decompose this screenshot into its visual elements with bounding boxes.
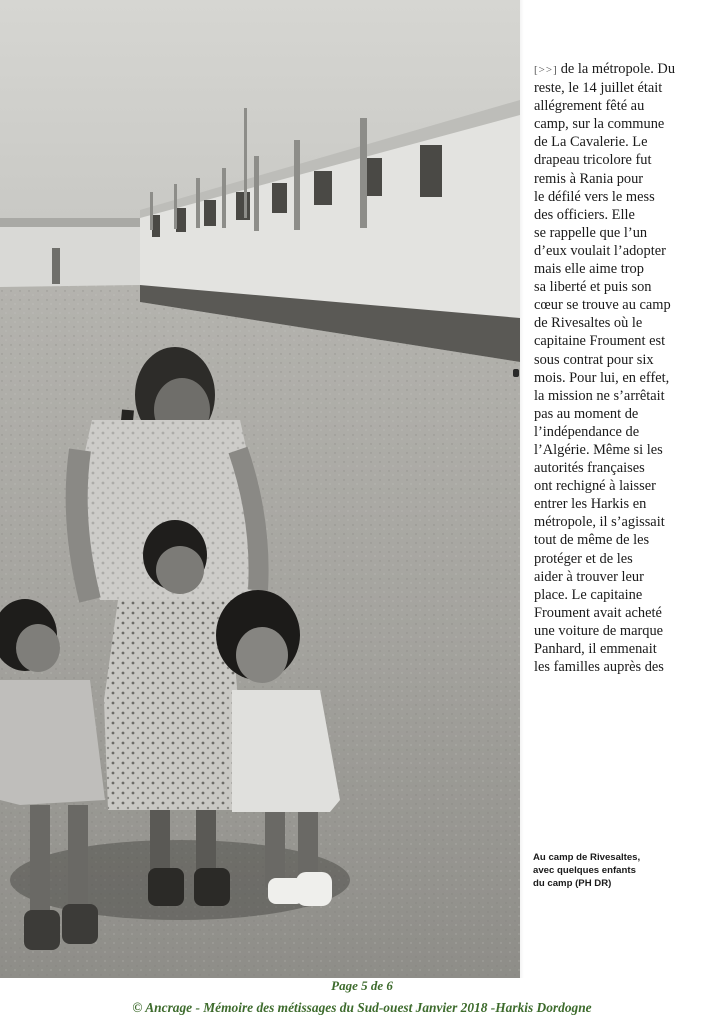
article-text <box>534 60 714 676</box>
body-line: protéger et de les <box>534 550 633 567</box>
body-line: pas au moment de <box>534 405 639 422</box>
caption-line: du camp (PH DR) <box>533 878 612 889</box>
photo-edge-mark <box>513 369 519 377</box>
body-line: aider à trouver leur <box>534 568 644 585</box>
body-line: le défilé vers le mess <box>534 188 655 205</box>
body-line: allégrement fêté au <box>534 98 645 115</box>
body-line: l’indépendance de <box>534 423 640 440</box>
body-line: tout de même de les <box>534 532 650 549</box>
body-line: reste, le 14 juillet était <box>534 80 663 97</box>
body-line-text: de la métropole. Du <box>560 61 676 77</box>
body-line <box>534 60 714 79</box>
body-line: de Rivesaltes où le <box>534 315 643 332</box>
body-line: autorités françaises <box>534 460 645 477</box>
body-line: capitaine Froument est <box>534 333 666 350</box>
body-line: Panhard, il emmenait <box>534 641 657 657</box>
body-line: ont rechigné à laisser <box>534 478 656 495</box>
body-line: la mission ne s’arrêtait <box>534 387 665 404</box>
body-line: l’Algérie. Même si les <box>534 441 663 458</box>
body-line: entrer les Harkis en <box>534 496 647 513</box>
body-line: se rappelle que l’un <box>534 224 648 241</box>
caption-line: Au camp de Rivesaltes, <box>533 852 641 863</box>
body-line: sa liberté et puis son <box>534 279 652 296</box>
body-line: des officiers. Elle <box>534 206 635 223</box>
footer-credit: © Ancrage - Mémoire des métissages du Sud-ouest Janvier 2018 -Harkis Dordogne <box>132 1000 592 1015</box>
body-line: de La Cavalerie. Le <box>534 134 648 151</box>
caption-line: avec quelques enfants <box>533 865 636 876</box>
body-line: sous contrat pour six <box>534 351 654 368</box>
body-line: mois. Pour lui, en effet, <box>534 369 670 386</box>
body-line: place. Le capitaine <box>534 586 643 603</box>
body-line: remis à Rania pour <box>534 170 644 187</box>
body-line: métropole, il s’agissait <box>534 514 665 531</box>
body-line: une voiture de marque <box>534 622 664 639</box>
continuation-marker: [>>] <box>534 64 558 76</box>
body-line: les familles auprès des <box>534 659 664 676</box>
body-line: drapeau tricolore fut <box>534 152 652 169</box>
body-line: mais elle aime trop <box>534 261 644 278</box>
page-number: Page 5 de 6 <box>331 978 393 993</box>
body-line: cœur se trouve au camp <box>534 297 671 314</box>
body-line: d’eux voulait l’adopter <box>534 242 666 259</box>
body-line: Froument avait acheté <box>534 604 662 621</box>
photo-caption <box>533 851 713 890</box>
body-line: camp, sur la commune <box>534 116 665 133</box>
